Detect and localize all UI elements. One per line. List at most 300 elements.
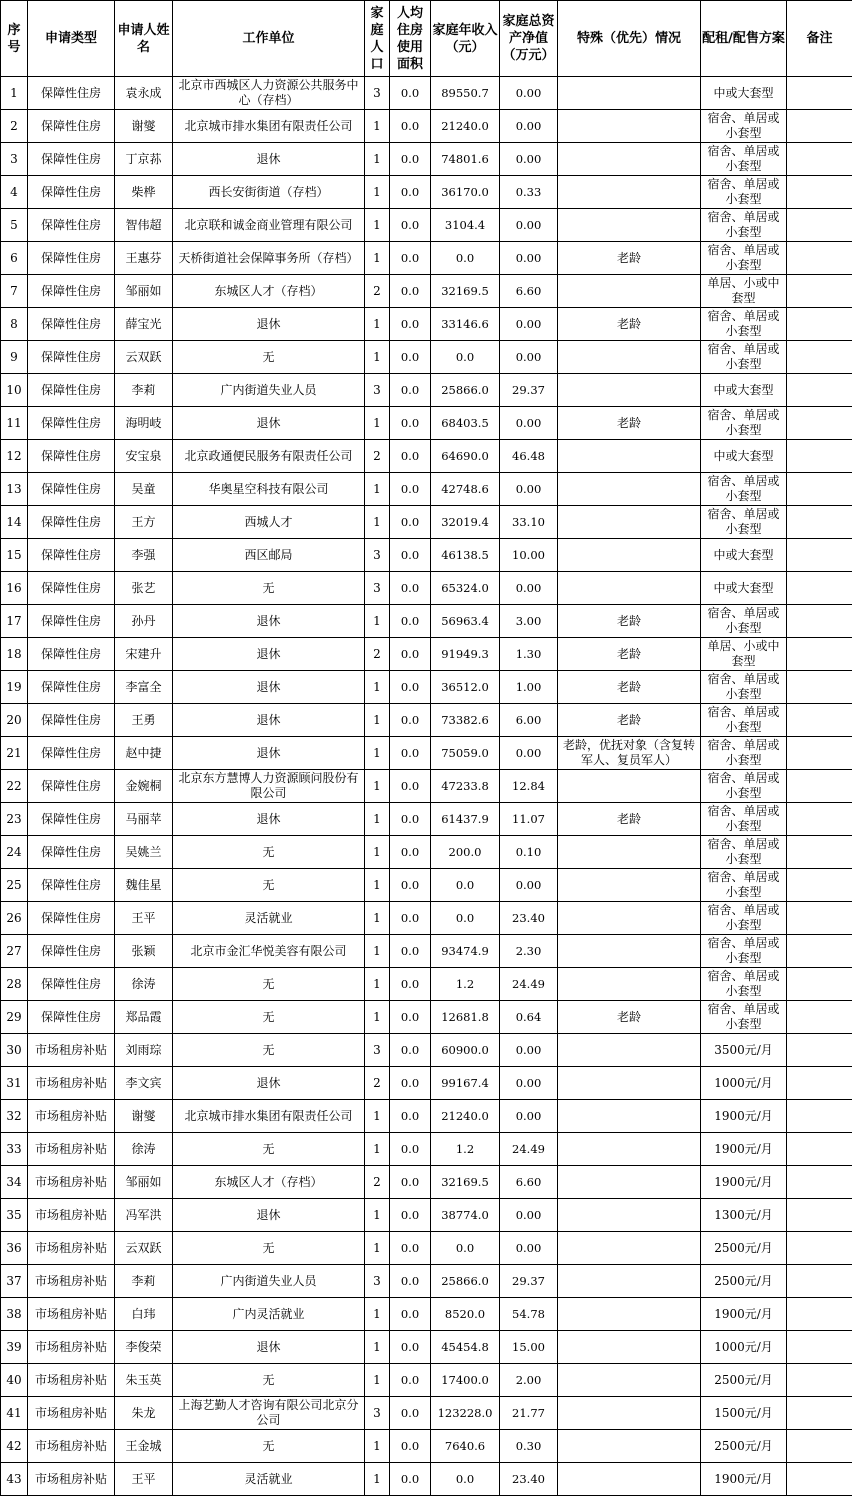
cell-special xyxy=(558,440,701,473)
cell-assets: 10.00 xyxy=(500,539,558,572)
cell-type: 市场租房补贴 xyxy=(28,1397,115,1430)
cell-size: 1 xyxy=(365,176,390,209)
cell-note xyxy=(787,1463,852,1496)
cell-special xyxy=(558,869,701,902)
cell-type: 保障性住房 xyxy=(28,209,115,242)
cell-income: 7640.6 xyxy=(431,1430,500,1463)
cell-income: 91949.3 xyxy=(431,638,500,671)
cell-income: 60900.0 xyxy=(431,1034,500,1067)
cell-work: 天桥街道社会保障事务所（存档） xyxy=(173,242,365,275)
cell-work: 西长安街街道（存档） xyxy=(173,176,365,209)
cell-income: 8520.0 xyxy=(431,1298,500,1331)
cell-special xyxy=(558,968,701,1001)
cell-size: 2 xyxy=(365,1067,390,1100)
cell-assets: 6.60 xyxy=(500,1166,558,1199)
cell-work: 无 xyxy=(173,1430,365,1463)
cell-size: 2 xyxy=(365,638,390,671)
cell-income: 47233.8 xyxy=(431,770,500,803)
cell-income: 21240.0 xyxy=(431,110,500,143)
table-row xyxy=(1,1232,852,1265)
cell-assets: 6.60 xyxy=(500,275,558,308)
cell-plan: 1900元/月 xyxy=(701,1100,787,1133)
cell-area: 0.0 xyxy=(390,110,431,143)
cell-type: 保障性住房 xyxy=(28,638,115,671)
cell-note xyxy=(787,1265,852,1298)
cell-area: 0.0 xyxy=(390,935,431,968)
cell-work: 华奥星空科技有限公司 xyxy=(173,473,365,506)
cell-assets: 23.40 xyxy=(500,902,558,935)
cell-special: 老龄，优抚对象（含复转军人、复员军人） xyxy=(558,737,701,770)
cell-area: 0.0 xyxy=(390,539,431,572)
cell-plan: 宿舍、单居或小套型 xyxy=(701,836,787,869)
cell-seq: 8 xyxy=(1,308,28,341)
cell-note xyxy=(787,77,852,110)
cell-plan: 宿舍、单居或小套型 xyxy=(701,1001,787,1034)
cell-work: 无 xyxy=(173,1034,365,1067)
cell-name: 张颖 xyxy=(115,935,173,968)
cell-name: 李富全 xyxy=(115,671,173,704)
cell-assets: 0.00 xyxy=(500,209,558,242)
cell-seq: 23 xyxy=(1,803,28,836)
cell-work: 广内灵活就业 xyxy=(173,1298,365,1331)
cell-size: 1 xyxy=(365,1463,390,1496)
cell-area: 0.0 xyxy=(390,1265,431,1298)
cell-note xyxy=(787,1232,852,1265)
table-row xyxy=(1,737,852,770)
cell-name: 徐涛 xyxy=(115,1133,173,1166)
cell-income: 25866.0 xyxy=(431,1265,500,1298)
cell-seq: 2 xyxy=(1,110,28,143)
cell-note xyxy=(787,176,852,209)
cell-type: 市场租房补贴 xyxy=(28,1232,115,1265)
cell-area: 0.0 xyxy=(390,176,431,209)
cell-note xyxy=(787,869,852,902)
cell-special xyxy=(558,902,701,935)
cell-type: 保障性住房 xyxy=(28,275,115,308)
cell-type: 市场租房补贴 xyxy=(28,1133,115,1166)
cell-name: 张艺 xyxy=(115,572,173,605)
cell-note xyxy=(787,242,852,275)
cell-plan: 宿舍、单居或小套型 xyxy=(701,902,787,935)
table-row xyxy=(1,902,852,935)
cell-type: 保障性住房 xyxy=(28,935,115,968)
cell-assets: 23.40 xyxy=(500,1463,558,1496)
cell-special xyxy=(558,1232,701,1265)
cell-area: 0.0 xyxy=(390,308,431,341)
cell-name: 王平 xyxy=(115,1463,173,1496)
cell-seq: 7 xyxy=(1,275,28,308)
cell-special xyxy=(558,1331,701,1364)
table-row xyxy=(1,1265,852,1298)
cell-special xyxy=(558,176,701,209)
cell-area: 0.0 xyxy=(390,1001,431,1034)
cell-type: 保障性住房 xyxy=(28,869,115,902)
cell-size: 1 xyxy=(365,1232,390,1265)
cell-seq: 39 xyxy=(1,1331,28,1364)
cell-area: 0.0 xyxy=(390,341,431,374)
cell-name: 云双跃 xyxy=(115,1232,173,1265)
cell-type: 保障性住房 xyxy=(28,374,115,407)
cell-seq: 42 xyxy=(1,1430,28,1463)
cell-seq: 10 xyxy=(1,374,28,407)
cell-name: 邹丽如 xyxy=(115,275,173,308)
cell-plan: 中或大套型 xyxy=(701,440,787,473)
table-row xyxy=(1,1298,852,1331)
cell-income: 3104.4 xyxy=(431,209,500,242)
table-row xyxy=(1,572,852,605)
cell-plan: 宿舍、单居或小套型 xyxy=(701,506,787,539)
cell-special xyxy=(558,1034,701,1067)
cell-type: 保障性住房 xyxy=(28,407,115,440)
cell-special xyxy=(558,836,701,869)
cell-size: 1 xyxy=(365,506,390,539)
table-row xyxy=(1,374,852,407)
cell-assets: 0.00 xyxy=(500,869,558,902)
cell-note xyxy=(787,1364,852,1397)
cell-type: 市场租房补贴 xyxy=(28,1298,115,1331)
table-row xyxy=(1,638,852,671)
header-area: 人均住房使用面积 xyxy=(390,1,431,77)
cell-seq: 33 xyxy=(1,1133,28,1166)
cell-type: 保障性住房 xyxy=(28,1001,115,1034)
header-work: 工作单位 xyxy=(173,1,365,77)
cell-size: 1 xyxy=(365,935,390,968)
cell-area: 0.0 xyxy=(390,374,431,407)
cell-area: 0.0 xyxy=(390,1397,431,1430)
cell-special xyxy=(558,1199,701,1232)
cell-name: 魏佳星 xyxy=(115,869,173,902)
cell-size: 1 xyxy=(365,869,390,902)
cell-assets: 0.00 xyxy=(500,1232,558,1265)
cell-plan: 宿舍、单居或小套型 xyxy=(701,968,787,1001)
cell-seq: 13 xyxy=(1,473,28,506)
cell-special: 老龄 xyxy=(558,605,701,638)
cell-special: 老龄 xyxy=(558,1001,701,1034)
cell-seq: 3 xyxy=(1,143,28,176)
cell-assets: 0.00 xyxy=(500,473,558,506)
cell-income: 17400.0 xyxy=(431,1364,500,1397)
cell-size: 1 xyxy=(365,1133,390,1166)
cell-special xyxy=(558,143,701,176)
cell-plan: 宿舍、单居或小套型 xyxy=(701,209,787,242)
table-row xyxy=(1,671,852,704)
cell-note xyxy=(787,110,852,143)
cell-size: 2 xyxy=(365,275,390,308)
cell-plan: 1000元/月 xyxy=(701,1331,787,1364)
cell-special xyxy=(558,209,701,242)
cell-type: 保障性住房 xyxy=(28,143,115,176)
cell-area: 0.0 xyxy=(390,1331,431,1364)
table-row xyxy=(1,77,852,110)
cell-note xyxy=(787,275,852,308)
cell-seq: 43 xyxy=(1,1463,28,1496)
table-row xyxy=(1,341,852,374)
cell-plan: 2500元/月 xyxy=(701,1265,787,1298)
cell-seq: 4 xyxy=(1,176,28,209)
cell-size: 3 xyxy=(365,572,390,605)
cell-assets: 21.77 xyxy=(500,1397,558,1430)
cell-note xyxy=(787,506,852,539)
cell-special xyxy=(558,110,701,143)
cell-seq: 35 xyxy=(1,1199,28,1232)
cell-size: 2 xyxy=(365,440,390,473)
cell-plan: 1500元/月 xyxy=(701,1397,787,1430)
cell-assets: 33.10 xyxy=(500,506,558,539)
table-row xyxy=(1,1034,852,1067)
cell-seq: 38 xyxy=(1,1298,28,1331)
cell-note xyxy=(787,1199,852,1232)
cell-plan: 中或大套型 xyxy=(701,572,787,605)
cell-special xyxy=(558,1067,701,1100)
cell-seq: 32 xyxy=(1,1100,28,1133)
cell-note xyxy=(787,671,852,704)
cell-work: 北京政通便民服务有限责任公司 xyxy=(173,440,365,473)
cell-note xyxy=(787,605,852,638)
cell-special: 老龄 xyxy=(558,407,701,440)
cell-area: 0.0 xyxy=(390,1034,431,1067)
cell-area: 0.0 xyxy=(390,836,431,869)
cell-area: 0.0 xyxy=(390,1430,431,1463)
cell-work: 无 xyxy=(173,1364,365,1397)
cell-seq: 40 xyxy=(1,1364,28,1397)
cell-type: 保障性住房 xyxy=(28,77,115,110)
table-row xyxy=(1,308,852,341)
cell-name: 金婉桐 xyxy=(115,770,173,803)
cell-plan: 2500元/月 xyxy=(701,1364,787,1397)
cell-income: 64690.0 xyxy=(431,440,500,473)
cell-name: 谢燮 xyxy=(115,110,173,143)
cell-seq: 1 xyxy=(1,77,28,110)
cell-special xyxy=(558,1430,701,1463)
cell-special xyxy=(558,506,701,539)
cell-income: 93474.9 xyxy=(431,935,500,968)
table-row xyxy=(1,1331,852,1364)
cell-type: 保障性住房 xyxy=(28,341,115,374)
cell-seq: 22 xyxy=(1,770,28,803)
cell-area: 0.0 xyxy=(390,1232,431,1265)
cell-note xyxy=(787,473,852,506)
cell-work: 退休 xyxy=(173,143,365,176)
cell-income: 75059.0 xyxy=(431,737,500,770)
cell-note xyxy=(787,1298,852,1331)
table-row xyxy=(1,1100,852,1133)
table-row xyxy=(1,1397,852,1430)
cell-plan: 2500元/月 xyxy=(701,1232,787,1265)
cell-name: 孙丹 xyxy=(115,605,173,638)
cell-assets: 24.49 xyxy=(500,1133,558,1166)
cell-income: 73382.6 xyxy=(431,704,500,737)
cell-special: 老龄 xyxy=(558,242,701,275)
cell-type: 保障性住房 xyxy=(28,803,115,836)
cell-seq: 16 xyxy=(1,572,28,605)
cell-area: 0.0 xyxy=(390,143,431,176)
cell-note xyxy=(787,374,852,407)
cell-size: 1 xyxy=(365,671,390,704)
cell-work: 退休 xyxy=(173,671,365,704)
cell-assets: 0.00 xyxy=(500,1034,558,1067)
cell-assets: 0.00 xyxy=(500,1100,558,1133)
cell-work: 退休 xyxy=(173,803,365,836)
cell-plan: 宿舍、单居或小套型 xyxy=(701,704,787,737)
cell-type: 市场租房补贴 xyxy=(28,1331,115,1364)
cell-name: 袁永成 xyxy=(115,77,173,110)
cell-size: 1 xyxy=(365,1364,390,1397)
cell-note xyxy=(787,803,852,836)
cell-area: 0.0 xyxy=(390,968,431,1001)
cell-assets: 29.37 xyxy=(500,374,558,407)
cell-type: 保障性住房 xyxy=(28,572,115,605)
cell-area: 0.0 xyxy=(390,77,431,110)
cell-seq: 14 xyxy=(1,506,28,539)
cell-size: 1 xyxy=(365,803,390,836)
cell-type: 保障性住房 xyxy=(28,506,115,539)
cell-type: 市场租房补贴 xyxy=(28,1034,115,1067)
cell-note xyxy=(787,539,852,572)
cell-assets: 0.00 xyxy=(500,737,558,770)
cell-plan: 宿舍、单居或小套型 xyxy=(701,341,787,374)
header-size: 家庭人口 xyxy=(365,1,390,77)
cell-seq: 37 xyxy=(1,1265,28,1298)
cell-income: 0.0 xyxy=(431,1463,500,1496)
table-row xyxy=(1,1463,852,1496)
cell-area: 0.0 xyxy=(390,770,431,803)
cell-assets: 0.00 xyxy=(500,572,558,605)
cell-assets: 0.00 xyxy=(500,77,558,110)
cell-name: 郑品霞 xyxy=(115,1001,173,1034)
cell-income: 89550.7 xyxy=(431,77,500,110)
cell-special xyxy=(558,935,701,968)
table-row xyxy=(1,1067,852,1100)
cell-name: 李俊荣 xyxy=(115,1331,173,1364)
cell-name: 马丽苹 xyxy=(115,803,173,836)
cell-name: 李强 xyxy=(115,539,173,572)
cell-plan: 宿舍、单居或小套型 xyxy=(701,143,787,176)
cell-type: 保障性住房 xyxy=(28,539,115,572)
cell-assets: 0.00 xyxy=(500,242,558,275)
cell-type: 保障性住房 xyxy=(28,308,115,341)
cell-seq: 41 xyxy=(1,1397,28,1430)
cell-type: 市场租房补贴 xyxy=(28,1067,115,1100)
cell-name: 王平 xyxy=(115,902,173,935)
cell-special xyxy=(558,1364,701,1397)
cell-area: 0.0 xyxy=(390,242,431,275)
cell-assets: 2.30 xyxy=(500,935,558,968)
cell-special xyxy=(558,374,701,407)
cell-plan: 宿舍、单居或小套型 xyxy=(701,473,787,506)
cell-assets: 0.00 xyxy=(500,143,558,176)
cell-income: 0.0 xyxy=(431,1232,500,1265)
cell-seq: 28 xyxy=(1,968,28,1001)
cell-assets: 24.49 xyxy=(500,968,558,1001)
cell-plan: 宿舍、单居或小套型 xyxy=(701,176,787,209)
table-row xyxy=(1,803,852,836)
cell-work: 退休 xyxy=(173,407,365,440)
header-income: 家庭年收入（元） xyxy=(431,1,500,77)
cell-income: 32019.4 xyxy=(431,506,500,539)
cell-area: 0.0 xyxy=(390,275,431,308)
cell-type: 市场租房补贴 xyxy=(28,1166,115,1199)
cell-work: 退休 xyxy=(173,605,365,638)
cell-name: 王金城 xyxy=(115,1430,173,1463)
cell-seq: 11 xyxy=(1,407,28,440)
cell-size: 1 xyxy=(365,836,390,869)
cell-name: 刘雨琮 xyxy=(115,1034,173,1067)
cell-seq: 36 xyxy=(1,1232,28,1265)
cell-area: 0.0 xyxy=(390,440,431,473)
cell-size: 1 xyxy=(365,1001,390,1034)
cell-size: 3 xyxy=(365,1034,390,1067)
table-row xyxy=(1,935,852,968)
cell-area: 0.0 xyxy=(390,1298,431,1331)
cell-size: 1 xyxy=(365,407,390,440)
cell-plan: 宿舍、单居或小套型 xyxy=(701,110,787,143)
cell-type: 保障性住房 xyxy=(28,770,115,803)
cell-work: 东城区人才（存档） xyxy=(173,1166,365,1199)
table-row xyxy=(1,110,852,143)
cell-size: 1 xyxy=(365,110,390,143)
cell-note xyxy=(787,1067,852,1100)
cell-size: 1 xyxy=(365,1331,390,1364)
cell-work: 无 xyxy=(173,1133,365,1166)
cell-note xyxy=(787,143,852,176)
cell-note xyxy=(787,935,852,968)
table-row xyxy=(1,836,852,869)
cell-area: 0.0 xyxy=(390,737,431,770)
cell-seq: 25 xyxy=(1,869,28,902)
header-plan: 配租/配售方案 xyxy=(701,1,787,77)
cell-plan: 宿舍、单居或小套型 xyxy=(701,671,787,704)
cell-plan: 1900元/月 xyxy=(701,1463,787,1496)
cell-area: 0.0 xyxy=(390,1199,431,1232)
cell-note xyxy=(787,902,852,935)
cell-name: 海明岐 xyxy=(115,407,173,440)
cell-work: 北京城市排水集团有限责任公司 xyxy=(173,1100,365,1133)
cell-name: 王惠芬 xyxy=(115,242,173,275)
cell-size: 1 xyxy=(365,242,390,275)
cell-income: 46138.5 xyxy=(431,539,500,572)
cell-name: 吴姚兰 xyxy=(115,836,173,869)
cell-type: 保障性住房 xyxy=(28,242,115,275)
cell-assets: 1.30 xyxy=(500,638,558,671)
cell-area: 0.0 xyxy=(390,209,431,242)
cell-assets: 0.10 xyxy=(500,836,558,869)
cell-name: 安宝泉 xyxy=(115,440,173,473)
cell-assets: 0.33 xyxy=(500,176,558,209)
table-row xyxy=(1,1133,852,1166)
cell-note xyxy=(787,1034,852,1067)
cell-assets: 0.00 xyxy=(500,341,558,374)
cell-income: 36512.0 xyxy=(431,671,500,704)
cell-work: 广内街道失业人员 xyxy=(173,1265,365,1298)
cell-work: 上海艺勤人才咨询有限公司北京分公司 xyxy=(173,1397,365,1430)
table-row xyxy=(1,605,852,638)
cell-income: 45454.8 xyxy=(431,1331,500,1364)
cell-income: 32169.5 xyxy=(431,275,500,308)
cell-area: 0.0 xyxy=(390,605,431,638)
cell-work: 无 xyxy=(173,572,365,605)
cell-special xyxy=(558,770,701,803)
cell-name: 吴童 xyxy=(115,473,173,506)
cell-note xyxy=(787,572,852,605)
cell-assets: 0.00 xyxy=(500,1199,558,1232)
cell-income: 12681.8 xyxy=(431,1001,500,1034)
table-row xyxy=(1,704,852,737)
cell-income: 123228.0 xyxy=(431,1397,500,1430)
cell-type: 市场租房补贴 xyxy=(28,1100,115,1133)
cell-type: 保障性住房 xyxy=(28,473,115,506)
table-row xyxy=(1,1364,852,1397)
cell-work: 退休 xyxy=(173,1199,365,1232)
